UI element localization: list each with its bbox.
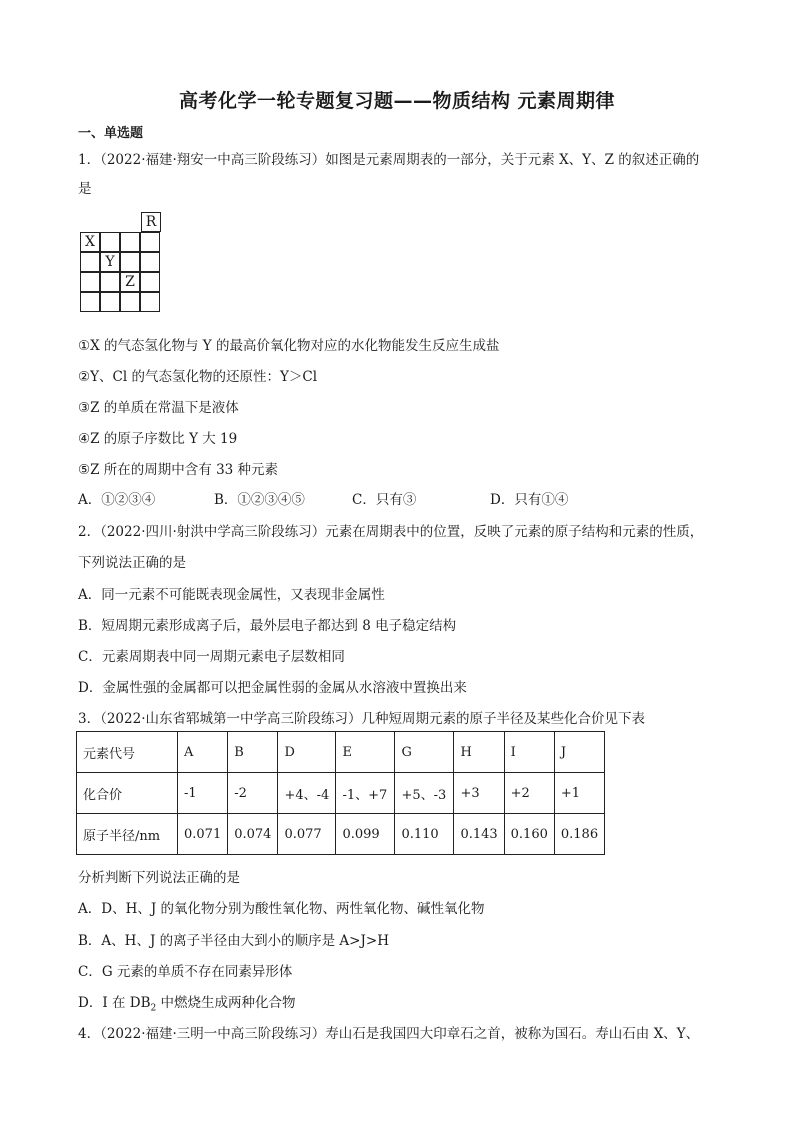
q3-option-a[interactable]: A．D、H、J 的氧化物分别为酸性氧化物、两性氧化物、碱性氧化物 [78, 901, 485, 917]
q2-stem-line2: 下列说法正确的是 [78, 555, 186, 571]
table-cell: 元素代号 [77, 732, 178, 773]
table-cell: H [454, 732, 504, 773]
periodic-table-fragment [80, 212, 162, 312]
q1-statement-3: ③Z 的单质在常温下是液体 [78, 400, 239, 416]
table-cell: -1、+7 [336, 773, 395, 814]
table-row [77, 773, 605, 814]
q3-stem: 3．（2022·山东省郓城第一中学高三阶段练习）几种短周期元素的原子半径及某些化合价见下表 [78, 711, 645, 727]
table-row [77, 732, 605, 773]
grid-cell [140, 292, 160, 312]
q2-option-c[interactable]: C．元素周期表中同一周期元素电子层数相同 [78, 649, 345, 665]
table-cell: -1 [178, 773, 228, 814]
table-cell: I [504, 732, 554, 773]
table-cell: -2 [228, 773, 278, 814]
q1-statement-5: ⑤Z 所在的周期中含有 33 种元素 [78, 462, 279, 478]
table-cell: 0.099 [336, 814, 395, 855]
grid-cell [140, 252, 160, 272]
table-cell: 0.071 [178, 814, 228, 855]
table-cell: B [228, 732, 278, 773]
q1-statement-2: ②Y、Cl 的气态氢化物的还原性：Y＞Cl [78, 369, 318, 385]
grid-cell [120, 252, 140, 272]
q1-stem-line2: 是 [78, 181, 92, 197]
q2-option-a[interactable]: A．同一元素不可能既表现金属性，又表现非金属性 [78, 587, 385, 603]
grid-cell-x: X [80, 232, 100, 252]
grid-cell-z: Z [120, 272, 140, 292]
table-cell: 原子半径/nm [77, 814, 178, 855]
table-cell: J [554, 732, 604, 773]
grid-cell [100, 232, 120, 252]
table-cell: 0.186 [554, 814, 604, 855]
grid-cell-r: R [141, 212, 161, 232]
q1-statement-4: ④Z 的原子序数比 Y 大 19 [78, 431, 238, 447]
grid-cell [140, 232, 160, 252]
q1-statement-1: ①X 的气态氢化物与 Y 的最高价氧化物对应的水化物能发生反应生成盐 [78, 338, 500, 354]
q3-option-c[interactable]: C．G 元素的单质不存在同素异形体 [78, 964, 293, 980]
grid-cell-y: Y [100, 252, 120, 272]
q3-option-b[interactable]: B．A、H、J 的离子半径由大到小的顺序是 A>J>H [78, 933, 389, 949]
grid-cell [80, 292, 100, 312]
table-cell: 0.110 [395, 814, 454, 855]
q4-stem-line1: 4．（2022·福建·三明一中高三阶段练习）寿山石是我国四大印章石之首，被称为国石。寿山石由 X、Y、 [78, 1026, 700, 1042]
q1-option-a[interactable]: A．①②③④ [78, 492, 156, 508]
table-cell: 0.074 [228, 814, 278, 855]
grid-cell [100, 272, 120, 292]
table-cell: G [395, 732, 454, 773]
q1-option-c[interactable]: C．只有③ [352, 492, 417, 508]
table-cell: +1 [554, 773, 604, 814]
q3-option-d[interactable] [78, 991, 296, 1014]
table-cell: +5、-3 [395, 773, 454, 814]
grid-cell [100, 292, 120, 312]
page-title: 高考化学一轮专题复习题——物质结构 元素周期律 [178, 90, 616, 112]
q3-prompt: 分析判断下列说法正确的是 [78, 870, 240, 886]
table-cell: D [278, 732, 336, 773]
grid-cell [120, 292, 140, 312]
grid-cell [80, 252, 100, 272]
q2-stem-line1: 2．（2022·四川·射洪中学高三阶段练习）元素在周期表中的位置，反映了元素的原子结构和元素的性质， [78, 524, 704, 540]
table-cell: 化合价 [77, 773, 178, 814]
table-cell: 0.077 [278, 814, 336, 855]
table-cell: +3 [454, 773, 504, 814]
table-cell: E [336, 732, 395, 773]
q3-option-d-suffix: 中燃烧生成两种化合物 [156, 995, 296, 1011]
q1-option-b[interactable]: B．①②③④⑤ [214, 492, 305, 508]
table-cell: 0.160 [504, 814, 554, 855]
table-cell: +2 [504, 773, 554, 814]
grid-cell [80, 272, 100, 292]
section-heading: 一、单选题 [78, 126, 144, 141]
q2-option-d[interactable]: D．金属性强的金属都可以把金属性弱的金属从水溶液中置换出来 [78, 680, 467, 696]
element-data-table [76, 731, 605, 855]
grid-cell [140, 272, 160, 292]
q3-option-d-prefix: D．I 在 DB [78, 995, 151, 1011]
q3-option-d-subscript: 2 [150, 1003, 157, 1014]
q2-option-b[interactable]: B．短周期元素形成离子后，最外层电子都达到 8 电子稳定结构 [78, 618, 457, 634]
table-cell: 0.143 [454, 814, 504, 855]
grid-cell [120, 232, 140, 252]
table-cell: A [178, 732, 228, 773]
q1-stem-line1: 1．（2022·福建·翔安一中高三阶段练习）如图是元素周期表的一部分，关于元素 X、Y、Z 的叙述正确的 [78, 152, 700, 168]
table-cell: +4、-4 [278, 773, 336, 814]
table-row [77, 814, 605, 855]
q1-option-d[interactable]: D．只有①④ [490, 492, 569, 508]
